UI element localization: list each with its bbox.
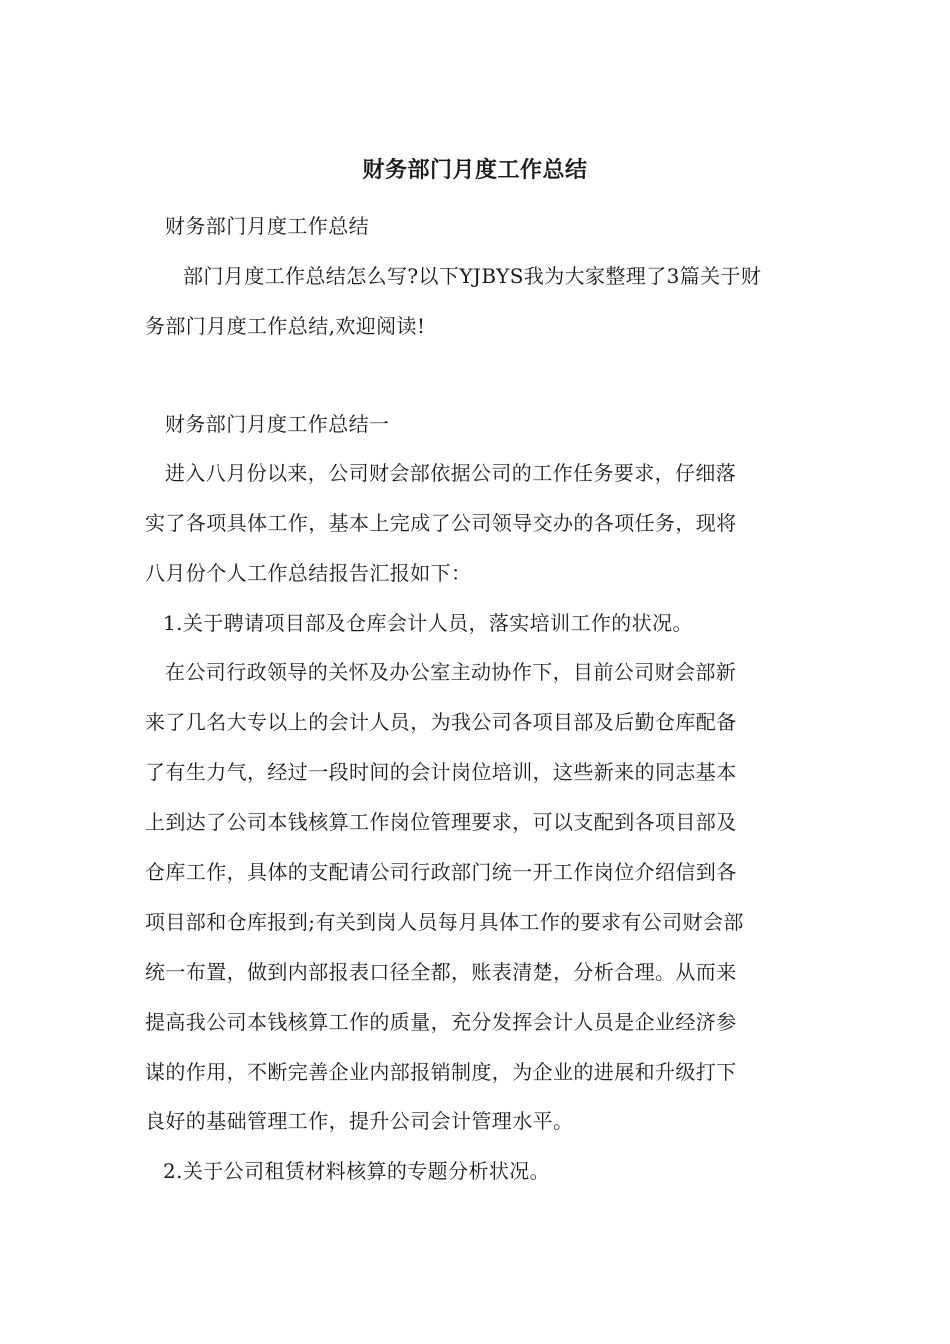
list-item-2: 2.关于公司租赁材料核算的专题分析状况。 [163, 1159, 551, 1183]
list-item-1: 1.关于聘请项目部及仓库会计人员，落实培训工作的状况。 [163, 611, 693, 635]
subtitle-line: 财务部门月度工作总结 [165, 214, 369, 238]
paragraph-line: 实了各项具体工作，基本上完成了公司领导交办的各项任务，现将 [145, 511, 737, 535]
document-title: 财务部门月度工作总结 [362, 157, 588, 183]
section-heading: 财务部门月度工作总结一 [165, 412, 390, 436]
paragraph-line: 项目部和仓库报到;有关到岗人员每月具体工作的要求有公司财会部 [145, 910, 744, 934]
paragraph-line: 谋的作用，不断完善企业内部报销制度，为企业的进展和升级打下 [145, 1060, 737, 1084]
paragraph-line: 仓库工作，具体的支配请公司行政部门统一开工作岗位介绍信到各 [145, 860, 737, 884]
paragraph-line: 统一布置，做到内部报表口径全都，账表清楚，分析合理。从而来 [145, 960, 737, 984]
intro-line-2: 务部门月度工作总结,欢迎阅读! [145, 314, 426, 338]
paragraph-line: 了有生力气，经过一段时间的会计岗位培训，这些新来的同志基本 [145, 760, 737, 784]
paragraph-line: 进入八月份以来，公司财会部依据公司的工作任务要求，仔细落 [165, 461, 737, 485]
intro-line-1: 部门月度工作总结怎么写?以下YJBYS我为大家整理了3篇关于财 [183, 264, 762, 288]
paragraph-line: 提高我公司本钱核算工作的质量，充分发挥会计人员是企业经济参 [145, 1010, 737, 1034]
paragraph-line: 上到达了公司本钱核算工作岗位管理要求，可以支配到各项目部及 [145, 810, 737, 834]
paragraph-line: 良好的基础管理工作，提升公司会计管理水平。 [145, 1109, 574, 1133]
paragraph-line: 来了几名大专以上的会计人员，为我公司各项目部及后勤仓库配备 [145, 710, 737, 734]
paragraph-line: 在公司行政领导的关怀及办公室主动协作下，目前公司财会部新 [165, 660, 737, 684]
paragraph-line: 八月份个人工作总结报告汇报如下： [145, 561, 472, 585]
